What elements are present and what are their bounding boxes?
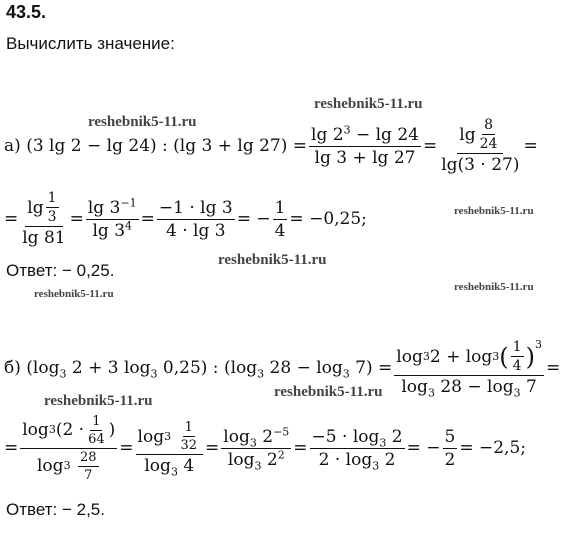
- fraction: $\frac{-1 \cdot \lg 3}{4 \cdot \lg 3}$: [158, 197, 233, 241]
- fraction: $\frac{1}{4}$: [274, 197, 286, 241]
- watermark: reshebnik5-11.ru: [454, 205, 534, 217]
- watermark: reshebnik5-11.ru: [34, 288, 114, 300]
- fraction: $\frac{\lg 2^3 - \lg 24}{\lg 3 + \lg 27}$: [311, 122, 419, 168]
- part-b-line1: б) ($\log_3$ 2 + 3 $\log_3 0,25$) : ($\log_3$ $28 - \log_3 7$) = log 3 2 + log 3 ( $\frac{1}{4}$ ) $^3$ $\log_3 28 - \log_3 7$ =: [4, 337, 561, 400]
- fraction: lg $\frac{8}{24}$ lg(3 · 27): [441, 117, 520, 175]
- part-a-lhs: (3 lg 2 − lg 24) : (lg 3 + lg 27) =: [26, 136, 308, 156]
- part-a-label: а): [4, 136, 21, 156]
- task-text: Вычислить значение:: [6, 34, 175, 53]
- part-a-line2: = lg $\frac{1}{3}$ lg 81 = $\frac{\lg 3^{-1}}{\lg 3^4}$ = $\frac{-1 \cdot \lg 3}{4 \cdot \lg 3}$ = − $\frac{1}{4}$ = −0,25;: [4, 190, 367, 248]
- fraction: log 3 2 + log 3 ( $\frac{1}{4}$ ) $^3$ $\log_3 28 - \log_3 7$: [396, 337, 542, 400]
- watermark: reshebnik5-11.ru: [218, 252, 327, 268]
- fraction: $\frac{-5 \cdot \log_3 2}{2 \cdot \log_3 2}$: [311, 426, 403, 472]
- watermark: reshebnik5-11.ru: [44, 393, 153, 409]
- fraction: log 3 (2 · $\frac{1}{64}$ ) log 3 $\frac{28}{7}$: [22, 413, 116, 483]
- part-a-line1: а) (3 lg 2 − lg 24) : (lg 3 + lg 27) = $\frac{\lg 2^3 - \lg 24}{\lg 3 + \lg 27}$ = lg $\frac{8}{24}$ lg(3 · 27) =: [4, 117, 538, 175]
- exercise-number: 43.5.: [6, 2, 47, 22]
- fraction: lg $\frac{1}{3}$ lg 81: [22, 190, 66, 248]
- watermark: reshebnik5-11.ru: [274, 384, 383, 400]
- part-a-answer: Ответ: − 0,25.: [6, 261, 115, 280]
- watermark: reshebnik5-11.ru: [88, 114, 197, 130]
- fraction: log 3 $\frac{1}{32}$ $\log_3 4$: [136, 420, 204, 476]
- watermark: reshebnik5-11.ru: [314, 96, 423, 112]
- part-b-line2: = log 3 (2 · $\frac{1}{64}$ ) log 3 $\frac{28}{7}$ = log 3 $\frac{1}{32}$ $\log_3 4$ = $\frac{\log_3 2^{-5}}{\log_3 2^2}$ = $\frac{-5 \cdot \log_3 2}{2 \cdot \log_3 2}$ = − $\frac{5}{2}$ = −2,5;: [4, 413, 526, 483]
- fraction: $\frac{5}{2}$: [444, 426, 456, 470]
- watermark: reshebnik5-11.ru: [454, 281, 534, 293]
- fraction: $\frac{\log_3 2^{-5}}{\log_3 2^2}$: [223, 424, 290, 472]
- part-b-lhs: ($\log_3$ 2 + 3 $\log_3 0,25$) : ($\log_3$ $28 - \log_3 7$) =: [26, 358, 393, 381]
- fraction: $\frac{\lg 3^{-1}}{\lg 3^4}$: [87, 195, 137, 241]
- part-b-answer: Ответ: − 2,5.: [6, 500, 105, 519]
